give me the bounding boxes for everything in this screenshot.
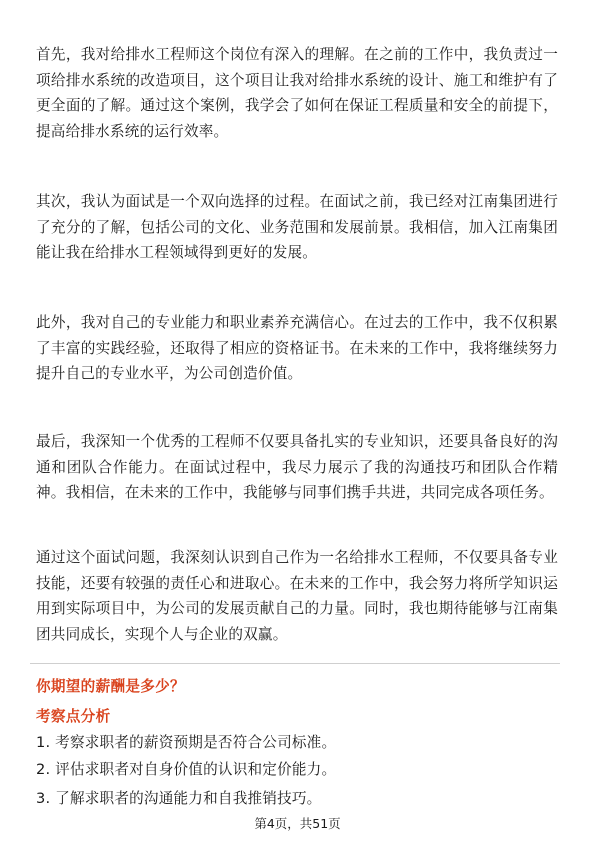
answer-paragraph-2: 其次，我认为面试是一个双向选择的过程。在面试之前，我已经对江南集团进行了充分的了解，包括公司的文化、业务范围和发展前景。我相信，加入江南集团能让我在给排水工程领域得到更好的发展。 <box>36 193 558 261</box>
page-number-footer: 第4页，共51页 <box>254 816 341 831</box>
analysis-point-1: 1. 考察求职者的薪资预期是否符合公司标准。 <box>36 734 337 751</box>
section-divider <box>30 663 560 664</box>
analysis-heading: 考察点分析 <box>36 708 111 725</box>
analysis-point-2: 2. 评估求职者对自身价值的认识和定价能力。 <box>36 761 337 778</box>
question-heading: 你期望的薪酬是多少？ <box>36 678 185 695</box>
answer-paragraph-1: 首先，我对给排水工程师这个岗位有深入的理解。在之前的工作中，我负责过一项给排水系统的改造项目，这个项目让我对给排水系统的设计、施工和维护有了更全面的了解。通过这个案例，我学会了如何在保证工程质量和安全的前提下，提高给排水系统的运行效率。 <box>36 46 558 140</box>
answer-paragraph-5: 通过这个面试问题，我深刻认识到自己作为一名给排水工程师，不仅要具备专业技能，还要有较强的责任心和进取心。在未来的工作中，我会努力将所学知识运用到实际项目中，为公司的发展贡献自己的力量。同时，我也期待能够与江南集团共同成长，实现个人与企业的双赢。 <box>36 549 558 643</box>
answer-paragraph-4: 最后，我深知一个优秀的工程师不仅要具备扎实的专业知识，还要具备良好的沟通和团队合作能力。在面试过程中，我尽力展示了我的沟通技巧和团队合作精神。我相信，在未来的工作中，我能够与同事们携手共进，共同完成各项任务。 <box>36 433 558 501</box>
answer-paragraph-3: 此外，我对自己的专业能力和职业素养充满信心。在过去的工作中，我不仅积累了丰富的实践经验，还取得了相应的资格证书。在未来的工作中，我将继续努力提升自己的专业水平，为公司创造价值。 <box>36 314 558 382</box>
analysis-point-3: 3. 了解求职者的沟通能力和自我推销技巧。 <box>36 790 322 807</box>
